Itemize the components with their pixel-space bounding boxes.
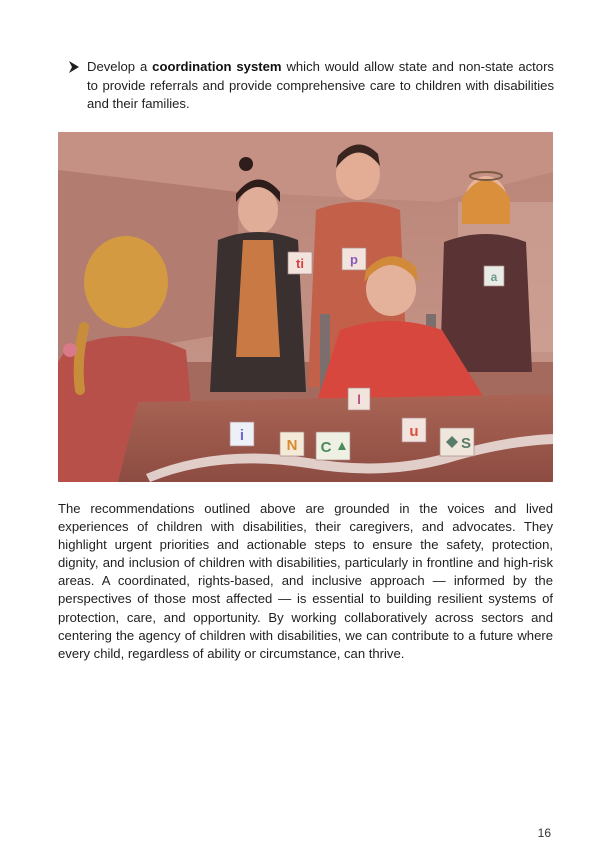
block-held-woman bbox=[484, 266, 504, 286]
block-boy bbox=[348, 388, 370, 410]
bullet-bold-term: coordination system bbox=[152, 59, 282, 74]
arrowhead-bullet-icon bbox=[68, 60, 80, 74]
svg-text:p: p bbox=[350, 252, 358, 267]
block-held-left bbox=[288, 252, 312, 274]
svg-text:ti: ti bbox=[296, 256, 304, 271]
illustration-children-playing-blocks bbox=[58, 132, 553, 482]
bullet-item bbox=[68, 58, 554, 114]
block-table-3 bbox=[316, 432, 350, 460]
svg-text:i: i bbox=[239, 427, 245, 444]
block-table-1 bbox=[230, 422, 254, 446]
block-table-5 bbox=[440, 428, 474, 456]
svg-text:a: a bbox=[490, 270, 498, 284]
block-table-2 bbox=[280, 432, 304, 456]
svg-text:C: C bbox=[320, 439, 332, 456]
body-paragraph: The recommendations outlined above are grounded in the voices and lived experiences of children with disabilities, their caregivers, and advocates. They highlight urgent priorities and actionable steps to ensure the safety, protection, dignity, and inclusion of children with disabilities, particularly in frontline and high-risk areas. A coordinated, rights-based, and inclusive approach — informed by the perspectives of those most affected — is essential to building resilient systems of protection, care, and opportunity. By working collaboratively across sectors and centering the agency of children with disabilities, we can contribute to a future where every child, regardless of ability or circumstance, can thrive. bbox=[58, 501, 553, 661]
svg-text:u: u bbox=[409, 423, 419, 440]
bullet-text: Develop a coordination system which would allow state and non-state actors to provide referrals and provide comprehensive care to children with disabilities and their families. bbox=[87, 59, 554, 111]
block-table-4 bbox=[402, 418, 426, 442]
svg-text:S: S bbox=[460, 435, 472, 452]
block-held-right bbox=[342, 248, 366, 270]
svg-text:N: N bbox=[286, 437, 298, 454]
svg-text:l: l bbox=[357, 392, 361, 407]
page-number: 16 bbox=[537, 826, 551, 840]
